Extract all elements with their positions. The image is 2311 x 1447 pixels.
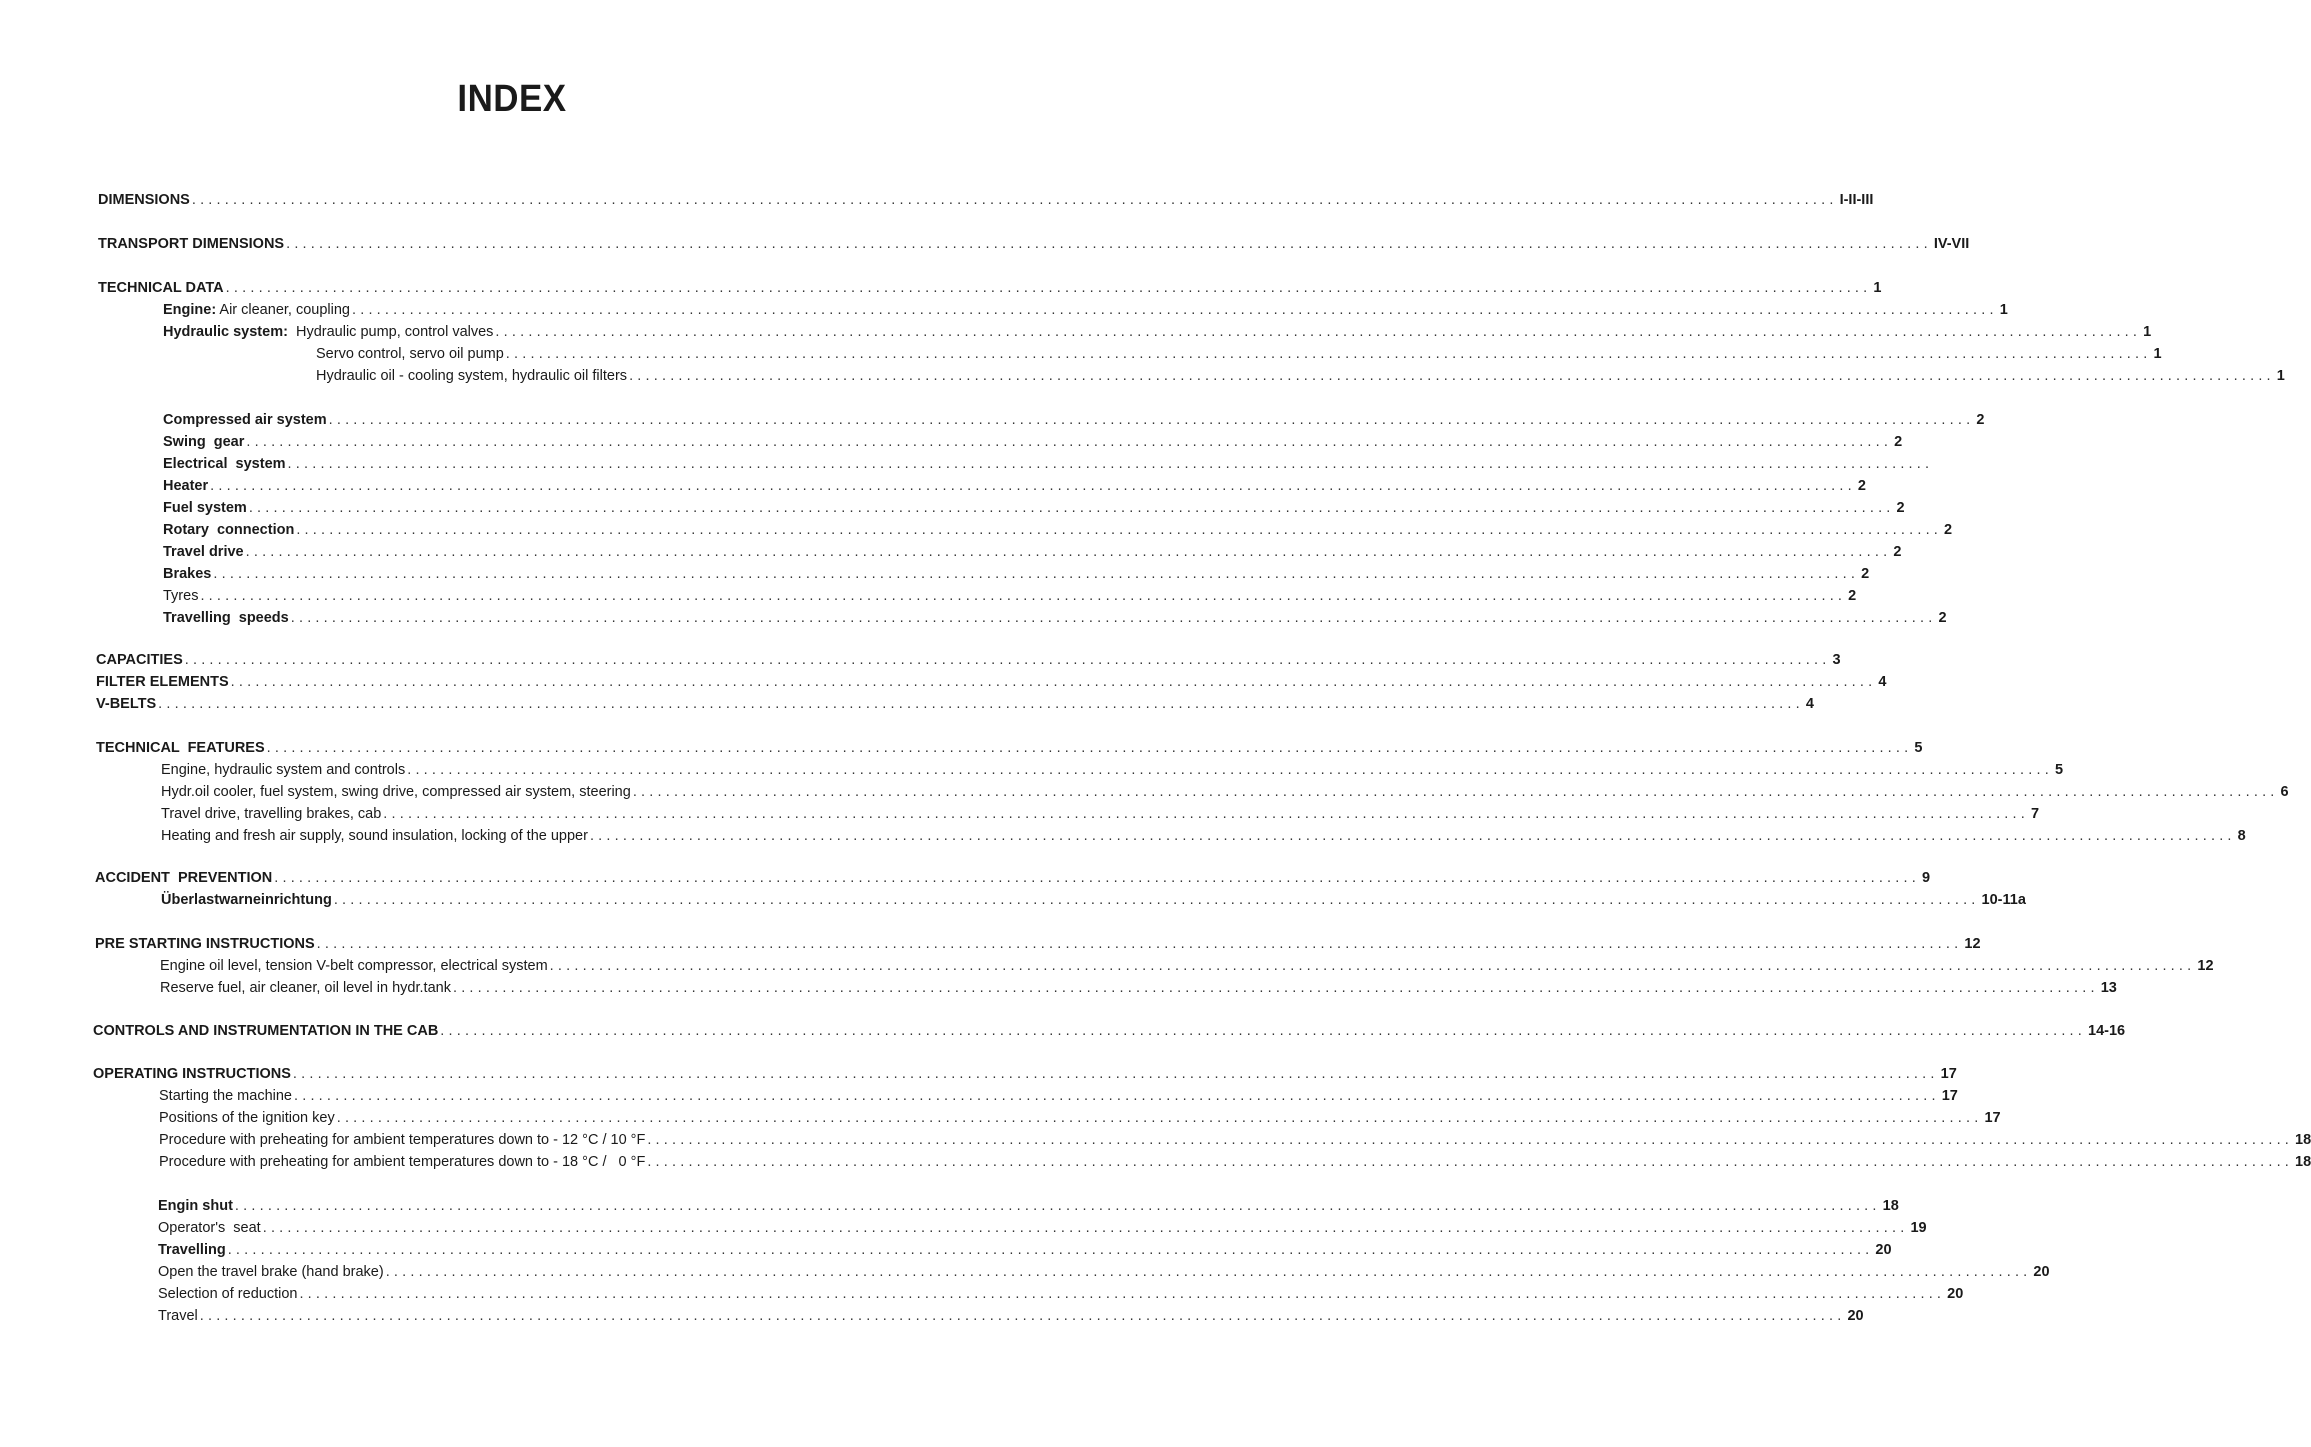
toc-leader-dots: ........................................................................................................................................................................................................: [385, 1264, 2032, 1280]
toc-entry-page: 12: [1964, 936, 1981, 952]
toc-entry: [161, 782, 2289, 802]
toc-entry-label: Heater: [163, 478, 209, 494]
toc-entry: [163, 454, 1934, 474]
toc-leader-dots: ........................................................................................................................................................................................................: [248, 500, 1895, 516]
toc-leader-dots: ........................................................................................................................................................................................................: [246, 434, 1893, 450]
toc-entry-page: 20: [2033, 1264, 2050, 1280]
toc-leader-dots: ........................................................................................................................................................................................................: [191, 192, 1838, 208]
toc-entry-label: TRANSPORT DIMENSIONS: [98, 236, 285, 252]
toc-leader-dots: ........................................................................................................................................................................................................: [274, 870, 1920, 886]
toc-entry-label: Electrical system: [163, 456, 286, 472]
toc-leader-dots: ........................................................................................................................................................................................................: [296, 522, 1943, 538]
toc-entry-page: 18: [1882, 1198, 1899, 1214]
toc-leader-dots: ........................................................................................................................................................................................................: [328, 412, 1975, 428]
toc-entry-page: 2: [1893, 544, 1902, 560]
toc-entry-label: Travel: [158, 1308, 198, 1324]
toc-entry-page: 2: [1944, 522, 1953, 538]
toc-entry-page: 6: [2280, 784, 2289, 800]
toc-leader-dots: ........................................................................................................................................................................................................: [647, 1154, 2294, 1170]
toc-entry: [161, 826, 2246, 846]
toc-entry: [158, 1284, 1964, 1304]
toc-leader-dots: ........................................................................................................................................................................................................: [316, 936, 1963, 952]
toc-entry: [158, 1196, 1899, 1216]
toc-entry-page: 4: [1805, 696, 1814, 712]
toc-leader-dots: ........................................................................................................................................................................................................: [262, 1220, 1909, 1236]
toc-leader-dots: ........................................................................................................................................................................................................: [589, 828, 2236, 844]
toc-entry: [163, 498, 1905, 518]
toc-entry-page: 14-16: [2088, 1023, 2126, 1039]
toc-entry: [163, 300, 2008, 320]
toc-entry: [316, 366, 2285, 386]
toc-entry-label: OPERATING INSTRUCTIONS: [93, 1066, 291, 1082]
toc-leader-dots: ........................................................................................................................................................................................................: [200, 588, 1847, 604]
toc-entry: [163, 476, 1866, 496]
toc-entry-label: Starting the machine: [159, 1088, 292, 1104]
toc-entry-page: 1: [2153, 346, 2162, 362]
toc-leader-dots: ........................................................................................................................................................................................................: [210, 478, 1856, 494]
toc-entry: [93, 1021, 2126, 1041]
toc-entry-page: 2: [1857, 478, 1866, 494]
toc-entry: [158, 1262, 2050, 1282]
toc-entry-page: 1: [1999, 302, 2008, 318]
toc-entry: [93, 1064, 1957, 1084]
page-title: INDEX: [457, 78, 567, 120]
toc-entry-label: Travelling: [158, 1242, 226, 1258]
toc-entry: [96, 672, 1887, 692]
toc-entry-page: 1: [2276, 368, 2285, 384]
toc-entry: [98, 190, 1874, 210]
toc-entry-page: 10-11a: [1981, 892, 2026, 908]
toc-entry-label: Brakes: [163, 566, 212, 582]
toc-leader-dots: ........................................................................................................................................................................................................: [632, 784, 2279, 800]
toc-entry-label-text: Hydraulic pump, control valves: [287, 324, 494, 340]
toc-entry-label: Operator's seat: [158, 1220, 261, 1236]
toc-entry-label: Travel drive, travelling brakes, cab: [161, 806, 382, 822]
toc-leader-dots: ........................................................................................................................................................................................................: [549, 958, 2196, 974]
toc-entry: [95, 868, 1931, 888]
toc-entry-label: Überlastwarneinrichtung: [161, 892, 332, 908]
toc-entry-page: 2: [1861, 566, 1870, 582]
toc-entry: [163, 520, 1953, 540]
toc-entry-page: 18: [2295, 1132, 2311, 1148]
toc-entry-label: Procedure with preheating for ambient temperatures down to - 18 °C / 0 °F: [159, 1154, 646, 1170]
toc-leader-dots: ........................................................................................................................................................................................................: [184, 652, 1831, 668]
toc-entry-label: Travel drive: [163, 544, 244, 560]
toc-entry: [96, 650, 1841, 670]
toc-entry-page: 17: [1984, 1110, 2001, 1126]
toc-leader-dots: ........................................................................................................................................................................................................: [452, 980, 2099, 996]
toc-leader-dots: ........................................................................................................................................................................................................: [294, 1088, 1940, 1104]
toc-entry-page: 1: [2143, 324, 2152, 340]
toc-leader-dots: ........................................................................................................................................................................................................: [629, 368, 2275, 384]
toc-entry: [159, 1152, 2311, 1172]
toc-leader-dots: ........................................................................................................................................................................................................: [351, 302, 1998, 318]
toc-entry: [96, 694, 1814, 714]
toc-entry: [161, 804, 2040, 824]
toc-entry-page: 17: [1941, 1088, 1958, 1104]
toc-entry-label: Hydraulic oil - cooling system, hydraulic oil filters: [316, 368, 628, 384]
toc-entry-label: Engine, hydraulic system and controls: [161, 762, 406, 778]
toc-leader-dots: ........................................................................................................................................................................................................: [440, 1023, 2087, 1039]
toc-entry-label-prefix: Engine:: [163, 302, 217, 318]
toc-entry-page: 1: [1873, 280, 1882, 296]
toc-entry-label-text: Air cleaner, coupling: [216, 302, 350, 318]
toc-entry: [158, 1306, 1864, 1326]
toc-entry-page: 2: [1976, 412, 1985, 428]
toc-entry: [160, 956, 2214, 976]
toc-leader-dots: ........................................................................................................................................................................................................: [407, 762, 2053, 778]
toc-entry: [161, 760, 2064, 780]
toc-entry-page: 12: [2197, 958, 2214, 974]
toc-leader-dots: ........................................................................................................................................................................................................: [647, 1132, 2294, 1148]
toc-entry-page: 2: [1848, 588, 1857, 604]
toc-leader-dots: ........................................................................................................................................................................................................: [287, 456, 1934, 472]
toc-entry-label: Tyres: [163, 588, 199, 604]
toc-entry-label: Servo control, servo oil pump: [316, 346, 504, 362]
toc-leader-dots: ........................................................................................................................................................................................................: [290, 610, 1937, 626]
toc-entry-page: 5: [2054, 762, 2064, 778]
toc-entry-label: Compressed air system: [163, 412, 327, 428]
toc-leader-dots: ........................................................................................................................................................................................................: [245, 544, 1892, 560]
toc-entry-label: [163, 322, 493, 342]
toc-entry: [163, 322, 2152, 342]
toc-entry-page: 20: [1875, 1242, 1892, 1258]
toc-entry-page: 5: [1914, 740, 1923, 756]
toc-entry-label: Travelling speeds: [163, 610, 289, 626]
toc-entry: [161, 890, 2026, 910]
toc-entry: [158, 1240, 1892, 1260]
toc-leader-dots: ........................................................................................................................................................................................................: [336, 1110, 1983, 1126]
toc-entry: [95, 934, 1981, 954]
toc-entry: [163, 564, 1870, 584]
toc-entry-label: Positions of the ignition key: [159, 1110, 335, 1126]
toc-entry-page: 7: [2031, 806, 2040, 822]
toc-entry: [316, 344, 2162, 364]
toc-entry-page: 4: [1878, 674, 1887, 690]
toc-entry-label: Fuel system: [163, 500, 247, 516]
toc-leader-dots: ........................................................................................................................................................................................................: [383, 806, 2029, 822]
toc-leader-dots: ........................................................................................................................................................................................................: [495, 324, 2142, 340]
toc-entry-label: FILTER ELEMENTS: [96, 674, 229, 690]
toc-entry: [163, 410, 1985, 430]
toc-entry: [158, 1218, 1927, 1238]
toc-leader-dots: ........................................................................................................................................................................................................: [158, 696, 1804, 712]
toc-entry-page: 2: [1938, 610, 1947, 626]
toc-entry-label: Engin shut: [158, 1198, 233, 1214]
toc-entry-label: Hydr.oil cooler, fuel system, swing drive, compressed air system, steering: [161, 784, 631, 800]
toc-entry-page: IV-VII: [1933, 236, 1970, 252]
toc-entry: [159, 1086, 1958, 1106]
toc-leader-dots: ........................................................................................................................................................................................................: [266, 740, 1913, 756]
toc-entry-label: Procedure with preheating for ambient temperatures down to - 12 °C / 10 °F: [159, 1132, 646, 1148]
toc-entry-page: 9: [1921, 870, 1931, 886]
toc-leader-dots: ........................................................................................................................................................................................................: [213, 566, 1860, 582]
toc-entry-page: 8: [2237, 828, 2246, 844]
toc-entry-label: Selection of reduction: [158, 1286, 298, 1302]
toc-entry-label: Engine oil level, tension V-belt compressor, electrical system: [160, 958, 548, 974]
toc-leader-dots: ........................................................................................................................................................................................................: [234, 1198, 1881, 1214]
toc-entry: [159, 1130, 2311, 1150]
toc-entry-page: 2: [1896, 500, 1905, 516]
toc-entry-label: CAPACITIES: [96, 652, 183, 668]
toc-leader-dots: ........................................................................................................................................................................................................: [292, 1066, 1939, 1082]
toc-entry-label: Open the travel brake (hand brake): [158, 1264, 384, 1280]
toc-entry-page: 18: [2295, 1154, 2311, 1170]
toc-entry-label-prefix: Hydraulic system:: [163, 324, 288, 340]
toc-entry-page: 2: [1894, 434, 1903, 450]
toc-entry-label: DIMENSIONS: [98, 192, 190, 208]
toc-entry-page: 20: [1847, 1308, 1864, 1324]
toc-entry-page: 20: [1947, 1286, 1964, 1302]
toc-entry: [96, 738, 1923, 758]
toc-entry-label: Heating and fresh air supply, sound insulation, locking of the upper: [161, 828, 588, 844]
toc-entry-page: 17: [1940, 1066, 1957, 1082]
toc-entry-label: Rotary connection: [163, 522, 295, 538]
toc-entry: [163, 432, 1903, 452]
toc-leader-dots: ........................................................................................................................................................................................................: [230, 674, 1877, 690]
toc-entry: [159, 1108, 2001, 1128]
toc-entry: [163, 586, 1857, 606]
toc-entry-label: Swing gear: [163, 434, 245, 450]
toc-entry-label: ACCIDENT PREVENTION: [95, 870, 273, 886]
toc-entry: [98, 278, 1882, 298]
toc-leader-dots: ........................................................................................................................................................................................................: [505, 346, 2152, 362]
toc-entry-label: TECHNICAL DATA: [98, 280, 224, 296]
toc-entry-label: PRE STARTING INSTRUCTIONS: [95, 936, 315, 952]
toc-leader-dots: ........................................................................................................................................................................................................: [199, 1308, 1846, 1324]
toc-entry: [163, 608, 1947, 628]
toc-entry-label: V-BELTS: [96, 696, 157, 712]
toc-leader-dots: ........................................................................................................................................................................................................: [299, 1286, 1946, 1302]
toc-leader-dots: ........................................................................................................................................................................................................: [333, 892, 1980, 908]
toc-entry-label: Reserve fuel, air cleaner, oil level in hydr.tank: [160, 980, 451, 996]
toc-leader-dots: ........................................................................................................................................................................................................: [286, 236, 1932, 252]
toc-entry-page: 13: [2100, 980, 2117, 996]
toc-entry-label: CONTROLS AND INSTRUMENTATION IN THE CAB: [93, 1023, 439, 1039]
toc-entry: [163, 542, 1902, 562]
toc-entry-page: 19: [1910, 1220, 1927, 1236]
toc-entry-page: I-II-III: [1839, 192, 1874, 208]
toc-entry: [160, 978, 2117, 998]
toc-leader-dots: ........................................................................................................................................................................................................: [225, 280, 1872, 296]
toc-entry: [98, 234, 1970, 254]
toc-leader-dots: ........................................................................................................................................................................................................: [227, 1242, 1874, 1258]
toc-entry-label: [163, 300, 350, 320]
toc-entry-page: 3: [1832, 652, 1841, 668]
toc-entry-label: TECHNICAL FEATURES: [96, 740, 265, 756]
